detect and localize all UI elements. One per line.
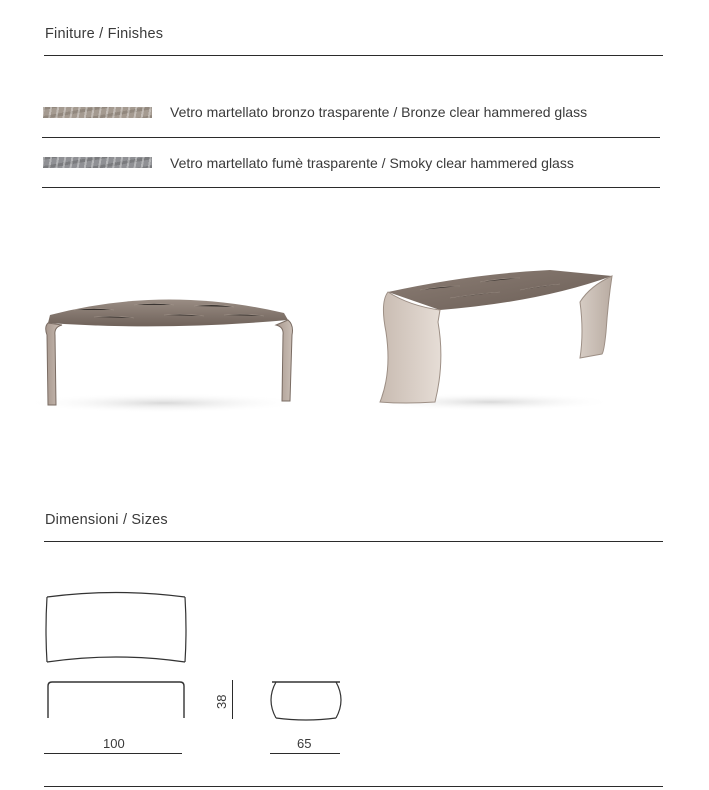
sizes-heading-divider xyxy=(44,541,663,542)
product-photo-front-view xyxy=(14,265,304,415)
depth-value: 65 xyxy=(297,736,312,751)
sizes-heading: Dimensioni / Sizes xyxy=(45,512,168,528)
finish-bronze-label: Vetro martellato bronzo trasparente / Bronze clear hammered glass xyxy=(170,104,588,120)
bottom-divider xyxy=(44,786,663,787)
dimension-drawing-side-view xyxy=(268,678,344,722)
product-photo-three-quarter-view xyxy=(350,262,625,412)
width-value: 100 xyxy=(103,736,125,751)
finish-row-divider xyxy=(42,137,660,138)
bronze-hammered-glass-swatch xyxy=(43,107,152,118)
height-value: 38 xyxy=(214,694,229,709)
smoky-hammered-glass-swatch xyxy=(43,157,152,168)
finish-smoky-label: Vetro martellato fumè trasparente / Smoky clear hammered glass xyxy=(170,155,574,171)
depth-dimension-line xyxy=(270,753,340,754)
dimension-drawing-front-view xyxy=(44,678,188,722)
dimension-drawing-top-view xyxy=(44,590,188,666)
finishes-heading-divider xyxy=(44,55,663,56)
finish-row-divider xyxy=(42,187,660,188)
height-dimension-line xyxy=(232,680,233,719)
width-dimension-line xyxy=(44,753,182,754)
finishes-heading: Finiture / Finishes xyxy=(45,26,164,42)
